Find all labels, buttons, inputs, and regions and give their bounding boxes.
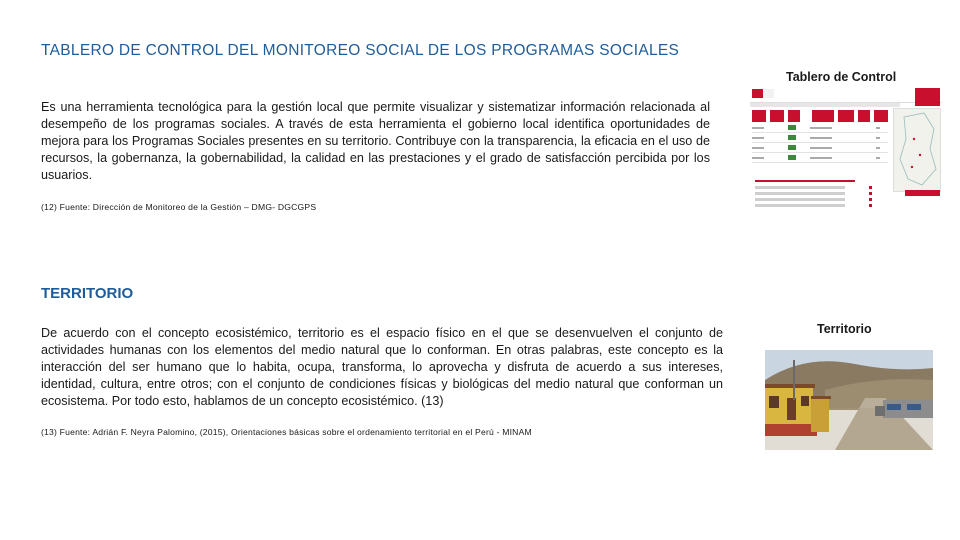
image-caption-territorio: Territorio bbox=[817, 322, 872, 336]
table-header-cell bbox=[874, 110, 888, 122]
table-header-cell bbox=[858, 110, 870, 122]
table-header-cell bbox=[788, 110, 800, 122]
table-row bbox=[752, 154, 888, 163]
table-header-cell bbox=[752, 110, 766, 122]
dashboard-map bbox=[893, 108, 941, 192]
table-header-cell bbox=[770, 110, 784, 122]
section-body-territorio: De acuerdo con el concepto ecosistémico, territorio es el espacio físico en el que se desenvuelven el conjunto de actividades humanas con los elementos del medio natural que lo conforman. En otras palabras, este concepto es la interacción del ser humano que lo habita, ocupa, transforma, lo aprovecha y disfruta de acuerdo a sus intereses, identidad, cultura, entre otros; con el conjunto de condiciones físicas y biológicas del medio natural que conforman un ecosistema. Por todo esto, hablamos de un concepto ecosistémico. (13) bbox=[41, 326, 723, 408]
footnote-12: (12) Fuente: Dirección de Monitoreo de la Gestión – DMG- DGCGPS bbox=[41, 202, 317, 212]
section-body-tablero: Es una herramienta tecnológica para la gestión local que permite visualizar y sistematizar información relacionada al desempeño de los programas sociales. A través de esta herramienta el gobierno local identifica oportunidades de mejora para los Programas Sociales presentes en su territorio. Contribuye con la transparencia, la eficacia en el uso de recursos, la gobernanza, la gobernabilidad, la calidad en las prestaciones y el grado de satisfacción percibida por los usuarios. bbox=[41, 100, 710, 182]
table-row bbox=[752, 124, 888, 133]
government-logo bbox=[752, 89, 774, 98]
table-header-cell bbox=[838, 110, 854, 122]
table-header-cell bbox=[812, 110, 834, 122]
footnote-13: (13) Fuente: Adrián F. Neyra Palomino, (2015), Orientaciones básicas sobre el ordenamiento territorial en el Perú - MINAM bbox=[41, 427, 532, 437]
dashboard-header bbox=[750, 86, 942, 103]
dashboard-button bbox=[905, 190, 940, 196]
territory-photo bbox=[765, 350, 933, 450]
section-title-tablero: TABLERO DE CONTROL DEL MONITOREO SOCIAL DE LOS PROGRAMAS SOCIALES bbox=[41, 42, 680, 59]
territory-photo-illustration bbox=[765, 350, 933, 450]
image-caption-tablero: Tablero de Control bbox=[786, 70, 897, 84]
dashboard-screenshot bbox=[750, 86, 942, 210]
dashboard-title-strip bbox=[750, 103, 900, 107]
table-row bbox=[752, 134, 888, 143]
dashboard-table bbox=[752, 110, 888, 170]
table-row bbox=[752, 144, 888, 153]
section-title-territorio: TERRITORIO bbox=[41, 285, 134, 302]
dashboard-side-panel bbox=[915, 88, 940, 106]
dashboard-subtable bbox=[755, 180, 867, 208]
map-outline bbox=[894, 109, 940, 191]
